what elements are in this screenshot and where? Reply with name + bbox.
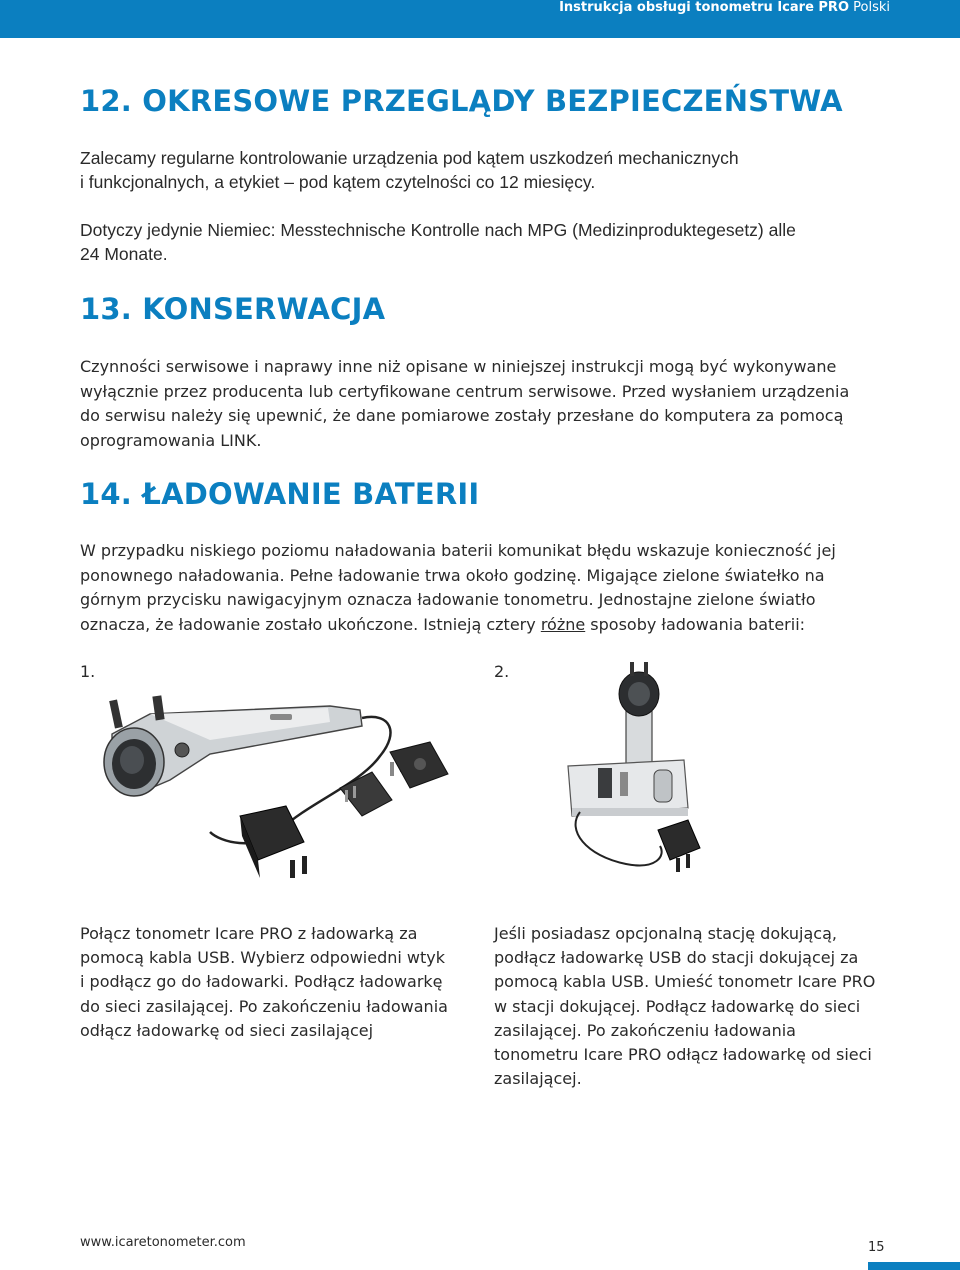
header-bar xyxy=(0,0,960,38)
header-language: Polski xyxy=(853,0,890,15)
docking-station-photo xyxy=(556,660,706,890)
section-14-heading: 14. ŁADOWANIE BATERII xyxy=(80,477,480,511)
section-14-line-4 xyxy=(80,613,880,638)
method-2-caption-line: podłącz ładowarkę USB do stacji dokującej za xyxy=(494,948,859,968)
section-12-para-1-line-1: Zalecamy regularne kontrolowanie urządzenia pod kątem uszkodzeń mechanicznych xyxy=(80,148,739,168)
section-14-line-3: górnym przycisku nawigacyjnym oznacza ładowanie tonometru. Jednostajne zielone światło xyxy=(80,590,816,609)
section-13-body xyxy=(80,355,880,453)
section-13-line-2: wyłącznie przez producenta lub certyfikowane centrum serwisowe. Przed wysłaniem urządzenia xyxy=(80,381,850,401)
method-1-caption-line: Połącz tonometr Icare PRO z ładowarką za xyxy=(80,924,418,943)
section-13-line-3: do serwisu należy się upewnić, że dane pomiarowe zostały przesłane do komputera za pomocą xyxy=(80,406,844,425)
section-14-line-1: W przypadku niskiego poziomu naładowania baterii komunikat błędu wskazuje konieczność jej xyxy=(80,541,836,560)
method-2-caption-line: w stacji dokującej. Podłącz ładowarkę do sieci xyxy=(494,996,861,1016)
section-13-heading: 13. KONSERWACJA xyxy=(80,292,386,326)
section-12-para-1 xyxy=(80,146,890,194)
method-2-caption-line: pomocą kabla USB. Umieść tonometr Icare PRO xyxy=(494,972,876,992)
method-2-caption-line: tonometru Icare PRO odłącz ładowarkę od sieci xyxy=(494,1045,872,1065)
section-14-line-4-a: oznacza, że ładowanie zostało ukończone. Istnieją cztery xyxy=(80,614,541,634)
header-title xyxy=(559,0,890,16)
section-12-para-2-line-2: 24 Monate. xyxy=(80,244,168,264)
section-12-heading: 12. OKRESOWE PRZEGLĄDY BEZPIECZEŃSTWA xyxy=(80,84,843,118)
header-manual-title: Instrukcja obsługi tonometru Icare PRO xyxy=(559,0,849,15)
tonometer-charger-photo xyxy=(90,692,460,907)
method-2-caption-line: zasilającej. xyxy=(494,1069,582,1089)
section-12-para-2-line-1: Dotyczy jedynie Niemiec: Messtechnische Kontrolle nach MPG (Medizinproduktegesetz) alle xyxy=(80,220,796,240)
section-14-line-4-b: sposoby ładowania baterii: xyxy=(585,614,806,634)
page-number: 15 xyxy=(868,1240,885,1255)
section-12-para-2 xyxy=(80,218,890,266)
method-2-caption-line: zasilającej. Po zakończeniu ładowania xyxy=(494,1020,796,1040)
footer-website: www.icaretonometer.com xyxy=(80,1235,246,1250)
section-13-line-4: oprogramowania LINK. xyxy=(80,430,262,450)
method-1-caption-line: i podłącz go do ładowarki. Podłącz ładowarkę xyxy=(80,972,443,992)
section-14-underlined-word: różne xyxy=(540,614,586,634)
footer-accent-bar xyxy=(868,1262,960,1270)
method-2-caption-line: Jeśli posiadasz opcjonalną stację dokującą, xyxy=(494,924,837,943)
method-2-caption xyxy=(494,922,894,1091)
section-13-line-1: Czynności serwisowe i naprawy inne niż opisane w niniejszej instrukcji mogą być wykonywane xyxy=(80,357,837,376)
section-12-para-1-line-2: i funkcjonalnych, a etykiet – pod kątem czytelności co 12 miesięcy. xyxy=(80,172,596,192)
method-2-number: 2. xyxy=(494,662,510,681)
method-1-caption-line: do sieci zasilającej. Po zakończeniu ładowania xyxy=(80,996,448,1016)
method-1-caption-line: pomocą kabla USB. Wybierz odpowiedni wtyk xyxy=(80,948,446,968)
section-14-line-2: ponownego naładowania. Pełne ładowanie trwa około godzinę. Migające zielone światełko na xyxy=(80,565,825,585)
method-1-caption xyxy=(80,922,475,1043)
method-1-caption-line: odłącz ładowarkę od sieci zasilającej xyxy=(80,1020,374,1040)
section-14-body xyxy=(80,539,880,637)
method-1-number: 1. xyxy=(80,662,96,681)
